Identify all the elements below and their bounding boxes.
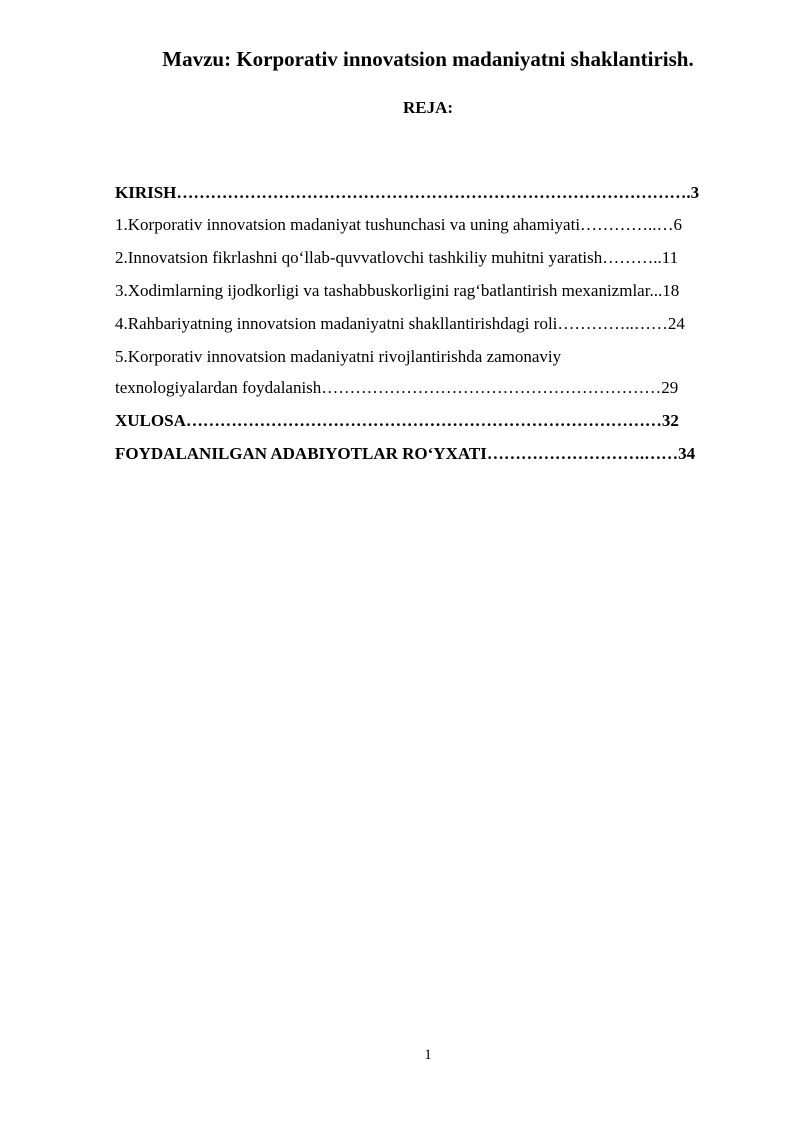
document-title: Mavzu: Korporativ innovatsion madaniyatni shaklantirish. <box>162 47 694 71</box>
toc-entry-references: FOYDALANILGAN ADABIYOTLAR RO‘YXATI……………………….……34 <box>115 444 696 463</box>
toc-entry-5-line-1: 5.Korporativ innovatsion madaniyatni rivojlantirishda zamonaviy <box>115 347 562 366</box>
toc-entry-5-line-2: texnologiyalardan foydalanish……………………………………………………29 <box>115 378 679 397</box>
plan-heading: REJA: <box>402 98 454 117</box>
toc-entry-conclusion: XULOSA…………………………………………………………………………32 <box>115 411 679 430</box>
toc-entry-3: 3.Xodimlarning ijodkorligi va tashabbuskorligini rag‘batlantirish mexanizmlar...18 <box>115 281 680 300</box>
toc-entry-1: 1.Korporativ innovatsion madaniyat tushunchasi va uning ahamiyati…………..…6 <box>115 215 683 234</box>
toc-entry-introduction: KIRISH……………………………………………………………………………….3 <box>115 183 700 202</box>
toc-entry-2: 2.Innovatsion fikrlashni qo‘llab-quvvatlovchi tashkiliy muhitni yaratish………..11 <box>115 248 679 267</box>
toc-entry-4: 4.Rahbariyatning innovatsion madaniyatni shakllantirishdagi roli…………..……24 <box>115 314 685 333</box>
page-number: 1 <box>424 1047 432 1063</box>
